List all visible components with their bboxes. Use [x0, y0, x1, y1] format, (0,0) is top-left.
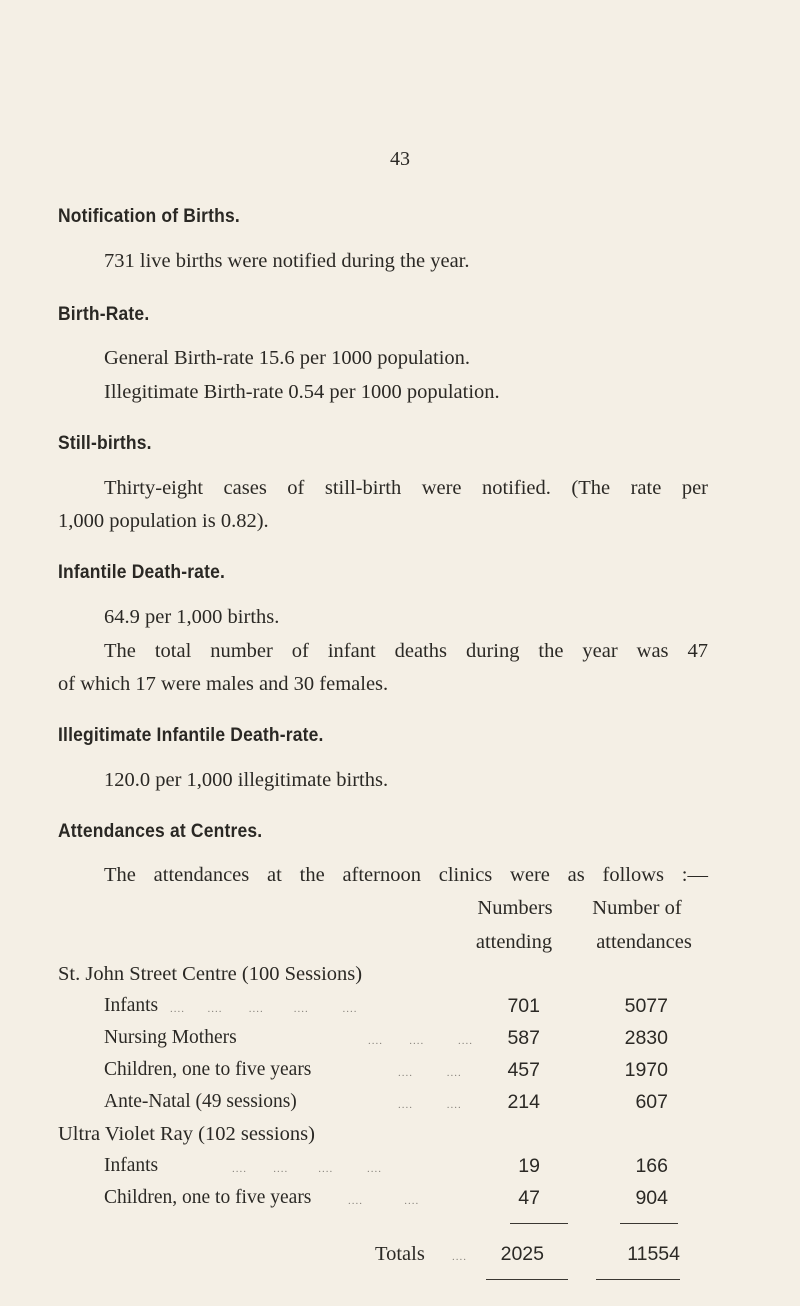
row-numbers: 47: [518, 1187, 540, 1209]
total-numbers: 2025: [500, 1243, 544, 1265]
leader-dots: .... ....: [398, 1099, 462, 1111]
row-attendances: 166: [635, 1155, 668, 1177]
row-label-uv-infants: Infants: [104, 1155, 159, 1176]
leader-dots: ....: [452, 1251, 467, 1263]
row-numbers: 19: [518, 1155, 540, 1177]
rule-below-total-attendances: [596, 1279, 680, 1280]
rule-below-total-numbers: [486, 1279, 568, 1280]
row-label-children: Children, one to five years: [104, 1059, 312, 1080]
illegitimate-infantile-rate: 120.0 per 1,000 illegitimate births.: [104, 769, 389, 791]
row-numbers: 457: [507, 1059, 540, 1081]
heading-notification-of-births: Notification of Births.: [58, 206, 240, 227]
attendances-intro: The attendances at the afternoon clinics were as follows :—: [104, 864, 708, 886]
col-head-number-of: Number of: [592, 897, 682, 919]
row-numbers: 701: [507, 995, 540, 1017]
page-number: 43: [390, 148, 410, 170]
heading-illegitimate-infantile-death-rate: Illegitimate Infantile Death-rate.: [58, 725, 324, 746]
rule-above-total-attendances: [620, 1223, 678, 1224]
leader-dots: .... .... .... ....: [232, 1163, 382, 1175]
total-attendances: 11554: [627, 1243, 680, 1265]
births-text: 731 live births were notified during the year.: [104, 250, 470, 272]
col-head-attending: attending: [475, 931, 553, 953]
leader-dots: .... ....: [348, 1195, 420, 1207]
row-label-infants: Infants: [104, 995, 159, 1016]
row-label-ante-natal: Ante-Natal (49 sessions): [104, 1091, 297, 1112]
row-attendances: 2830: [624, 1027, 668, 1049]
totals-label: Totals: [375, 1243, 425, 1265]
birth-rate-illegitimate: Illegitimate Birth-rate 0.54 per 1000 population.: [104, 381, 500, 403]
group-st-john-street: St. John Street Centre (100 Sessions): [58, 963, 363, 985]
still-births-line-1: Thirty-eight cases of still-birth were notified. (The rate per: [104, 477, 708, 499]
col-head-numbers: Numbers: [477, 897, 553, 919]
leader-dots: .... ....: [398, 1067, 462, 1079]
infantile-deaths-line-2: of which 17 were males and 30 females.: [58, 673, 389, 695]
col-head-attendances: attendances: [596, 931, 692, 953]
leader-dots: .... .... ....: [368, 1035, 473, 1047]
infantile-rate: 64.9 per 1,000 births.: [104, 606, 280, 628]
row-label-uv-children: Children, one to five years: [104, 1187, 312, 1208]
row-attendances: 1970: [624, 1059, 668, 1081]
infantile-deaths-line-1: The total number of infant deaths during the year was 47: [104, 640, 708, 662]
row-numbers: 587: [507, 1027, 540, 1049]
row-attendances: 5077: [624, 995, 668, 1017]
leader-dots: .... .... .... .... ....: [170, 1003, 358, 1015]
rule-above-total-numbers: [510, 1223, 568, 1224]
still-births-line-2: 1,000 population is 0.82).: [58, 510, 269, 532]
heading-still-births: Still-births.: [58, 433, 152, 454]
row-label-nursing-mothers: Nursing Mothers: [104, 1027, 237, 1048]
heading-birth-rate: Birth-Rate.: [58, 304, 150, 325]
heading-attendances-at-centres: Attendances at Centres.: [58, 821, 263, 842]
row-numbers: 214: [507, 1091, 540, 1113]
heading-infantile-death-rate: Infantile Death-rate.: [58, 562, 226, 583]
row-attendances: 904: [635, 1187, 668, 1209]
row-attendances: 607: [635, 1091, 668, 1113]
birth-rate-general: General Birth-rate 15.6 per 1000 population.: [104, 347, 471, 369]
group-ultra-violet-ray: Ultra Violet Ray (102 sessions): [58, 1123, 315, 1145]
